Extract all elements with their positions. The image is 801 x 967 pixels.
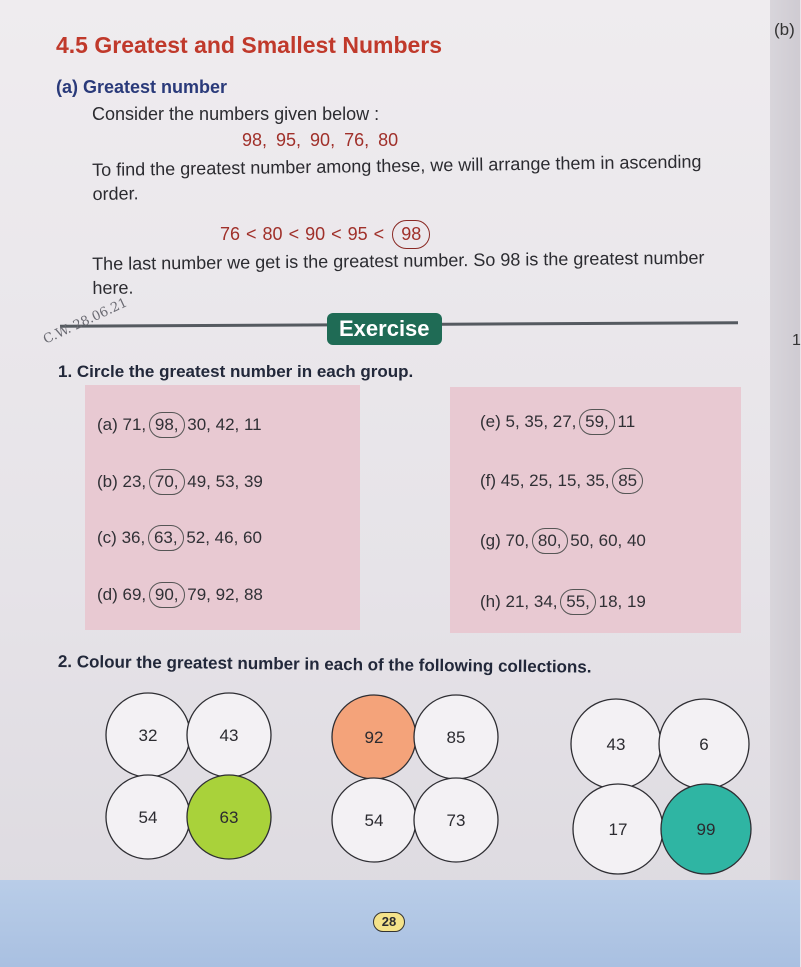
subsection-title: Greatest number	[83, 77, 228, 97]
circle-collection	[571, 699, 751, 874]
group-circled-greatest[interactable]: 55,	[560, 589, 596, 615]
inequality-token: 95	[347, 224, 368, 244]
circle-number-label: 54	[364, 811, 384, 830]
group-circled-greatest[interactable]: 85	[612, 468, 643, 494]
group-label: (h)	[480, 592, 501, 611]
group-label: (e)	[480, 412, 501, 431]
conclusion-text: The last number we get is the greatest number. So 98 is the greatest number here.	[92, 247, 705, 298]
group-circled-greatest[interactable]: 70,	[149, 469, 185, 495]
adjacent-page-label-1: 1	[792, 332, 801, 349]
group-after: 50, 60, 40	[570, 531, 646, 550]
inequality-greatest-circled: 98	[392, 220, 430, 249]
group-label: (c)	[97, 528, 117, 547]
group-before: 21, 34,	[505, 592, 558, 611]
group-after: 11	[617, 412, 636, 431]
intro-text: Consider the numbers given below :	[92, 104, 380, 124]
adjacent-page-label-b: (b)	[774, 20, 795, 39]
group-label: (a)	[97, 415, 118, 434]
inequality-token: <	[331, 224, 342, 244]
group-before: 23,	[122, 472, 147, 491]
circle-number-label: 43	[219, 726, 239, 745]
group-label: (g)	[480, 531, 501, 550]
question-2-prompt: 2. Colour the greatest number in each of the following collections.	[57, 652, 592, 677]
circle-collection	[106, 693, 271, 859]
section-title: 4.5 Greatest and Smallest Numbers	[56, 32, 443, 58]
group-label: (b)	[97, 472, 118, 491]
group-after: 18, 19	[598, 592, 646, 611]
inequality-token: <	[288, 224, 300, 244]
group-label: (d)	[97, 585, 118, 604]
group-after: 49, 53, 39	[187, 472, 263, 491]
circle-number-label: 63	[219, 808, 239, 827]
inequality-token: <	[373, 224, 385, 244]
inequality-token: 80	[262, 224, 283, 244]
circle-number-label: 17	[608, 820, 628, 839]
inequality-token: 76	[220, 224, 241, 244]
circle-number-label: 54	[138, 808, 158, 827]
group-circled-greatest[interactable]: 63,	[148, 525, 184, 551]
group-before: 71,	[122, 415, 147, 434]
number-list: 98, 95, 90, 76, 80	[242, 130, 399, 150]
group-before: 36,	[121, 528, 146, 547]
exercise-badge: Exercise	[327, 313, 442, 345]
inequality-token: 90	[305, 224, 326, 244]
circle-number-label: 99	[696, 820, 716, 839]
subsection-letter: (a)	[56, 77, 78, 97]
question-1-prompt: 1. Circle the greatest number in each group.	[58, 362, 414, 381]
explain-text: To find the greatest number among these, we will arrange them in ascending order.	[92, 151, 702, 204]
group-before: 69,	[122, 585, 147, 604]
circle-number-label: 85	[446, 728, 466, 747]
group-before: 5, 35, 27,	[505, 412, 577, 431]
circle-number-label: 6	[699, 735, 709, 754]
circle-number-label: 43	[606, 735, 626, 754]
group-circled-greatest[interactable]: 59,	[579, 409, 615, 435]
group-before: 70,	[505, 531, 530, 550]
group-after: 30, 42, 11	[187, 415, 262, 434]
page-number: 28	[373, 912, 405, 932]
circle-collection	[332, 695, 498, 862]
inequality-token: <	[246, 224, 257, 244]
group-after: 79, 92, 88	[187, 585, 263, 604]
group-after: 52, 46, 60	[186, 528, 262, 547]
circle-number-label: 92	[364, 728, 384, 747]
group-circled-greatest[interactable]: 80,	[532, 528, 568, 554]
group-circled-greatest[interactable]: 98,	[149, 412, 185, 438]
group-label: (f)	[480, 471, 497, 490]
handwritten-date-mark: C.W. 28.06.21	[41, 295, 130, 348]
circle-number-label: 73	[446, 811, 466, 830]
group-before: 45, 25, 15, 35,	[500, 471, 610, 490]
circle-number-label: 32	[138, 726, 158, 745]
group-circled-greatest[interactable]: 90,	[149, 582, 185, 608]
